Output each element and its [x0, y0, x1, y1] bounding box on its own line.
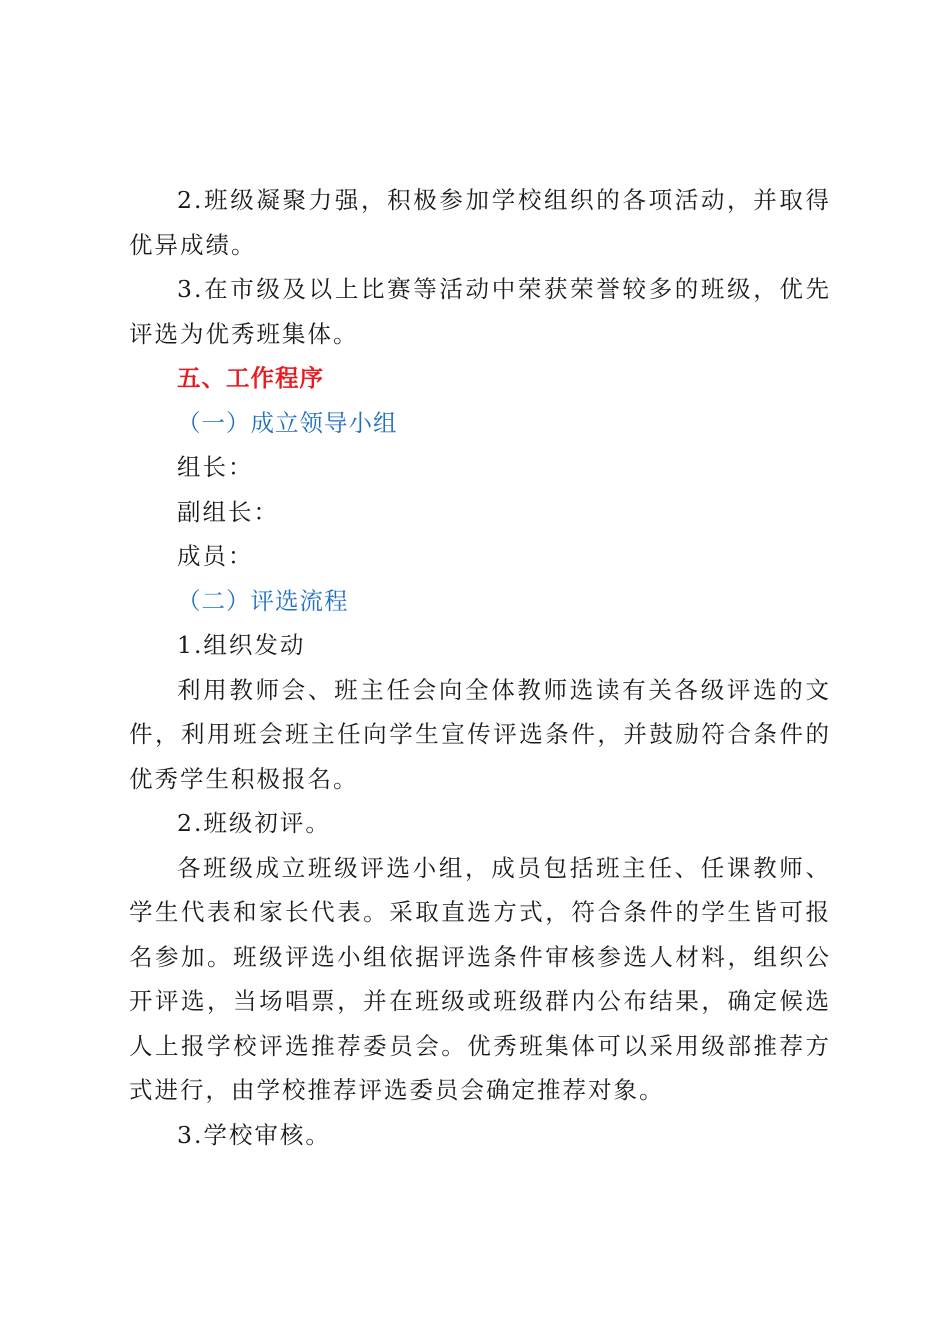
process-step-2-body: 各班级成立班级评选小组，成员包括班主任、任课教师、学生代表和家长代表。采取直选方式，符合条件的学生皆可报名参加。班级评选小组依据评选条件审核参选人材料，组织公开评选，当场唱票，并在班级或班级群内公布结果，确定候选人上报学校评选推荐委员会。优秀班集体可以采用级部推荐方式进行，由学校推荐评选委员会确定推荐对象。: [129, 853, 831, 1104]
subsection-heading-leadership-group: （一）成立领导小组: [177, 408, 398, 437]
section-heading-work-procedure: 五、工作程序: [177, 364, 324, 392]
process-step-1-title: 1.组织发动: [177, 631, 306, 659]
leader-line: 组长：: [177, 453, 254, 481]
deputy-leader-line: 副组长：: [177, 497, 279, 526]
process-step-2-title: 2.班级初评。: [177, 809, 331, 837]
process-step-3-title: 3.学校审核。: [177, 1120, 331, 1149]
members-line: 成员：: [177, 542, 254, 570]
subsection-heading-selection-process: （二）评选流程: [177, 586, 349, 615]
process-step-1-body: 利用教师会、班主任会向全体教师选读有关各级评选的文件，利用班会班主任向学生宣传评选条件，并鼓励符合条件的优秀学生积极报名。: [129, 675, 831, 793]
document-body: [129, 178, 831, 1157]
criteria-item-3: 3.在市级及以上比赛等活动中荣获荣誉较多的班级，优先评选为优秀班集体。: [129, 275, 831, 348]
criteria-item-2: 2.班级凝聚力强，积极参加学校组织的各项活动，并取得优异成绩。: [129, 186, 831, 259]
